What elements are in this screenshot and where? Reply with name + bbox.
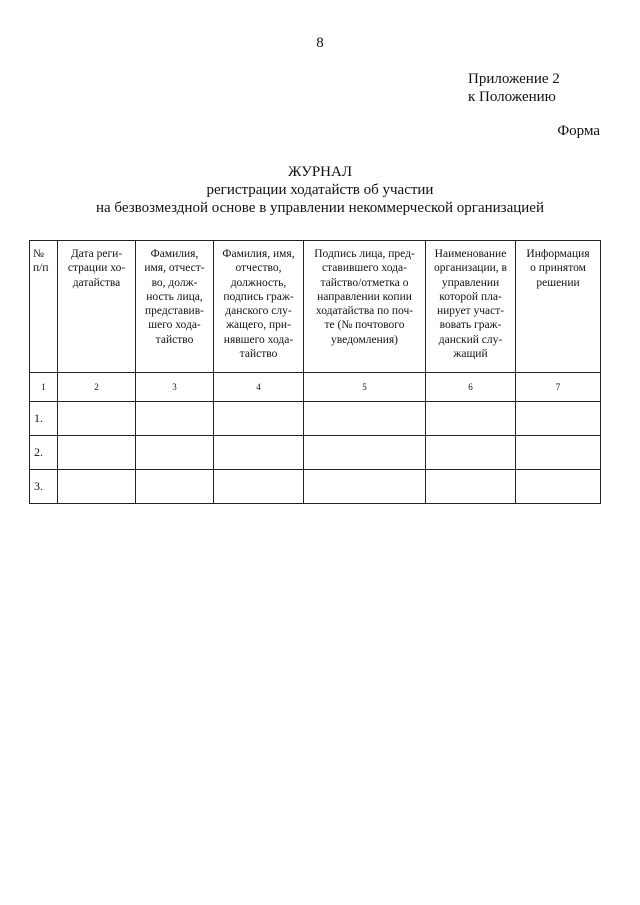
header-line: тайство/отметка о <box>320 276 409 289</box>
header-line: уведомления) <box>331 333 398 346</box>
table-cell <box>304 470 426 504</box>
title-line-3: на безвозмездной основе в управлении некоммерческой организацией <box>95 200 544 216</box>
journal-title <box>0 163 640 217</box>
row-index: 3. <box>30 470 58 504</box>
header-cell-signature <box>304 241 426 373</box>
appendix-line-2: к Положению <box>468 89 556 105</box>
header-line: представив- <box>145 305 204 318</box>
table-cell <box>214 436 304 470</box>
journal-table <box>29 240 601 504</box>
table-row <box>30 402 601 436</box>
table-cell <box>136 402 214 436</box>
header-line: тайство <box>239 348 278 361</box>
table-cell <box>426 470 516 504</box>
header-line: направлении копии <box>317 290 412 303</box>
column-number-cell: 2 <box>58 373 136 402</box>
header-line: данский слу- <box>438 333 503 346</box>
column-number-row <box>30 373 601 402</box>
column-number-cell: 5 <box>304 373 426 402</box>
header-line: ность лица, <box>146 290 203 303</box>
header-line: Дата реги- <box>70 248 123 260</box>
header-line: отчество, <box>235 262 282 275</box>
header-line: Информация <box>526 248 590 260</box>
header-line: ставившего хода- <box>322 262 407 275</box>
header-line: нявшего хода- <box>223 333 294 346</box>
header-cell-decision <box>516 241 601 373</box>
table-cell <box>58 402 136 436</box>
header-line: данского слу- <box>225 305 292 318</box>
header-row <box>30 241 601 373</box>
page-number: 8 <box>316 35 324 51</box>
table-cell <box>304 436 426 470</box>
header-line: шего хода- <box>148 319 201 332</box>
header-line: ходатайства по поч- <box>315 305 414 318</box>
header-line: Наименование <box>434 248 507 260</box>
row-index: 2. <box>30 436 58 470</box>
table-cell <box>516 470 601 504</box>
header-line: тайство <box>155 333 194 346</box>
header-line: во, долж- <box>151 276 198 289</box>
table-cell <box>214 470 304 504</box>
form-label: Форма <box>557 123 600 139</box>
table-cell <box>304 402 426 436</box>
header-cell-number <box>30 241 58 373</box>
column-number-cell: 1 <box>30 373 58 402</box>
appendix-line-1: Приложение 2 <box>468 71 560 87</box>
header-line: управлении <box>441 276 500 289</box>
header-line: п/п <box>33 262 49 275</box>
header-line: жащего, при- <box>226 319 291 332</box>
header-line: страции хо- <box>67 262 126 275</box>
column-number-cell: 6 <box>426 373 516 402</box>
header-cell-registration-date <box>58 241 136 373</box>
header-line: нирует участ- <box>436 305 505 318</box>
table-row <box>30 436 601 470</box>
column-number-cell: 4 <box>214 373 304 402</box>
table-cell <box>426 436 516 470</box>
table-cell <box>214 402 304 436</box>
column-number-cell: 3 <box>136 373 214 402</box>
table-cell <box>136 470 214 504</box>
table-cell <box>516 402 601 436</box>
table-cell <box>516 436 601 470</box>
table-cell <box>58 470 136 504</box>
row-index: 1. <box>30 402 58 436</box>
title-line-2: регистрации ходатайств об участии <box>206 182 434 198</box>
header-line: имя, отчест- <box>144 262 205 275</box>
column-number-cell: 7 <box>516 373 601 402</box>
header-line: подпись граж- <box>223 290 294 303</box>
header-cell-organization <box>426 241 516 373</box>
header-line: Фамилия, имя, <box>222 248 295 260</box>
header-line: о принятом <box>530 262 586 275</box>
table-cell <box>136 436 214 470</box>
header-line: Фамилия, <box>150 248 199 260</box>
header-line: № <box>33 248 44 260</box>
header-line: те (№ почтового <box>324 319 405 332</box>
title-line-1: ЖУРНАЛ <box>287 164 353 180</box>
table-cell <box>58 436 136 470</box>
header-line: которой пла- <box>439 290 502 303</box>
header-line: должность, <box>230 276 287 289</box>
header-line: жащий <box>453 348 488 361</box>
header-cell-applicant <box>136 241 214 373</box>
table-row <box>30 470 601 504</box>
appendix-label <box>468 70 560 106</box>
header-line: вовать граж- <box>439 319 502 332</box>
header-line: датайства <box>72 276 121 289</box>
header-line: решении <box>536 276 580 289</box>
header-cell-receiver <box>214 241 304 373</box>
header-line: организации, в <box>434 262 507 275</box>
header-line: Подпись лица, пред- <box>314 248 415 260</box>
table-cell <box>426 402 516 436</box>
